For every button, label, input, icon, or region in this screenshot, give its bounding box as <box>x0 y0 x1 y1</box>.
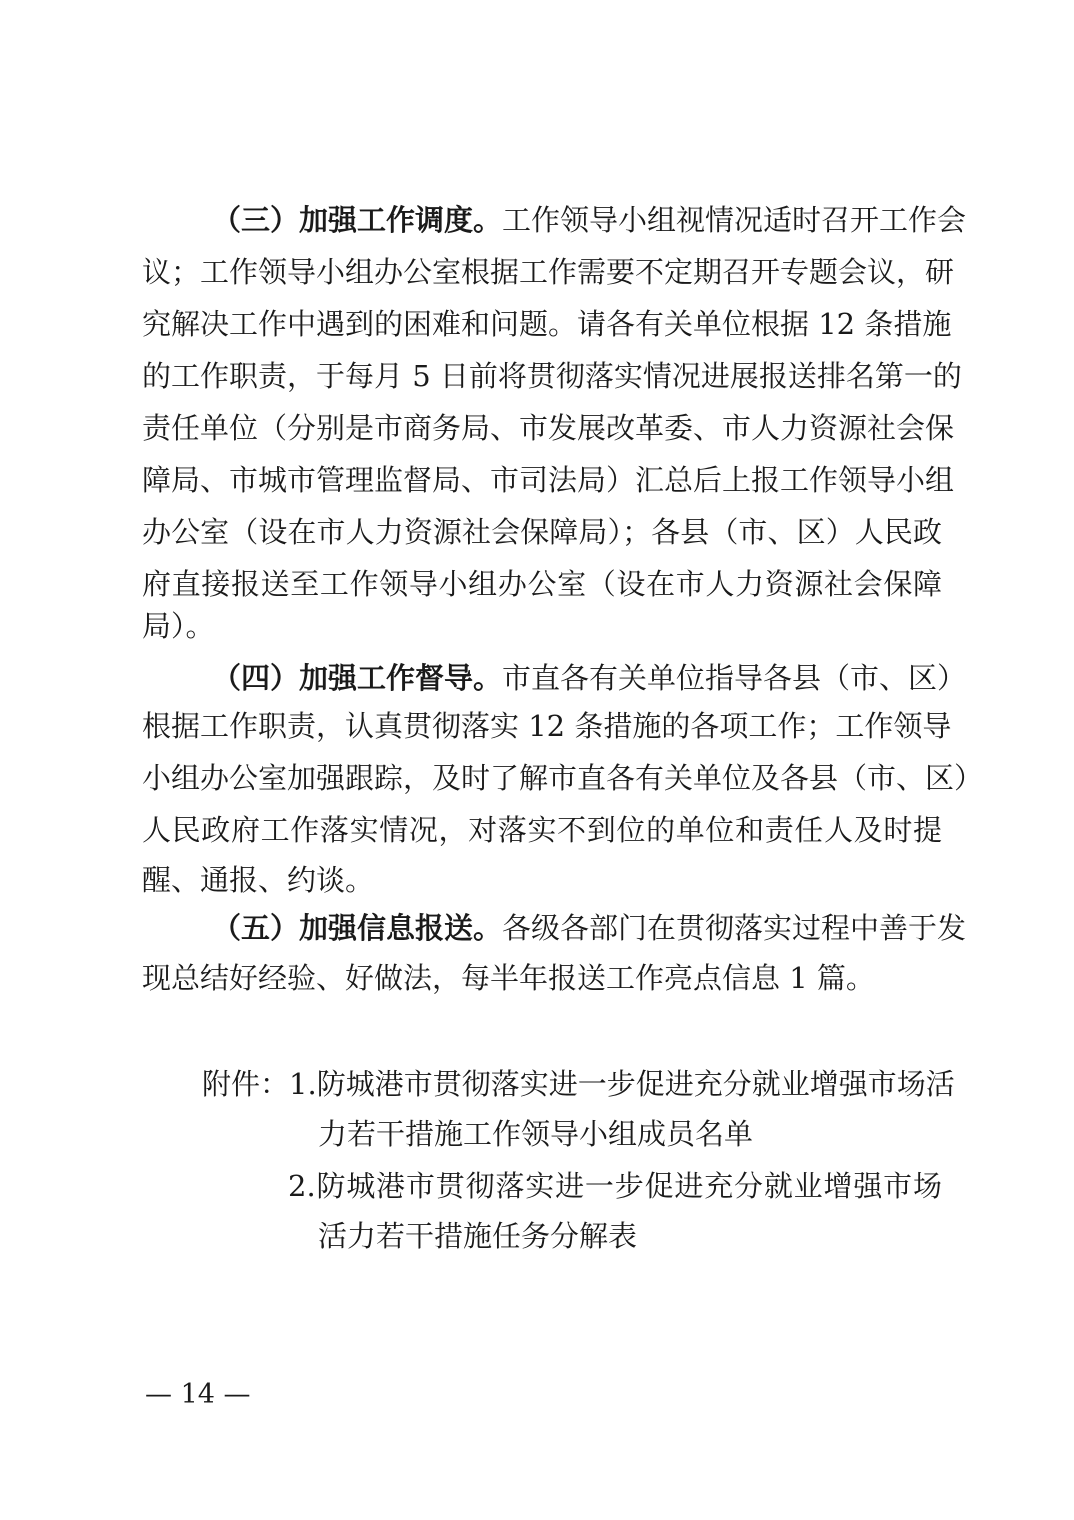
paragraph-4-line-5: 醒、通报、约谈。 <box>142 863 375 897</box>
attachment-2-title-start: 防城港市贯彻落实进一步促进充分就业增强市场 <box>315 1169 942 1203</box>
attachment-1-line-2: 力若干措施工作领导小组成员名单 <box>318 1117 754 1151</box>
attachment-2-number: 2. <box>288 1169 316 1203</box>
paragraph-3-line-8: 府直接报送至工作领导小组办公室（设在市人力资源社会保障 <box>142 567 942 601</box>
paragraph-4-line-4: 人民政府工作落实情况，对落实不到位的单位和责任人及时提 <box>142 813 942 847</box>
paragraph-4-line-2: 根据工作职责，认真贯彻落实 12 条措施的各项工作；工作领导 <box>142 709 952 743</box>
attachments-label: 附件： <box>202 1067 290 1101</box>
paragraph-4-text: 市直各有关单位指导各县（市、区） <box>502 661 967 695</box>
paragraph-3-lead: （三）加强工作调度。 <box>212 203 503 237</box>
paragraph-3-line-9: 局）。 <box>142 609 215 643</box>
attachment-2-line-2: 活力若干措施任务分解表 <box>318 1219 638 1253</box>
paragraph-5-line-2: 现总结好经验、好做法，每半年报送工作亮点信息 1 篇。 <box>142 961 875 995</box>
paragraph-3-line-5: 责任单位（分别是市商务局、市发展改革委、市人力资源社会保 <box>142 411 955 445</box>
paragraph-5-text: 各级各部门在贯彻落实过程中善于发 <box>502 911 967 945</box>
page-number: — 14 — <box>145 1379 251 1410</box>
paragraph-4-line-3: 小组办公室加强跟踪，及时了解市直各有关单位及各县（市、区） <box>142 761 984 795</box>
paragraph-3-line-1 <box>212 194 967 246</box>
attachment-1-line-1 <box>202 1058 955 1110</box>
paragraph-4-line-1 <box>212 652 967 704</box>
paragraph-3-line-4: 的工作职责，于每月 5 日前将贯彻落实情况进展报送排名第一的 <box>142 359 962 393</box>
attachment-2-line-1 <box>288 1160 942 1212</box>
paragraph-4-lead: （四）加强工作督导。 <box>212 661 503 695</box>
paragraph-3-line-3: 究解决工作中遇到的困难和问题。请各有关单位根据 12 条措施 <box>142 307 952 341</box>
paragraph-3-text: 工作领导小组视情况适时召开工作会 <box>502 203 967 237</box>
paragraph-5-line-1 <box>212 902 967 954</box>
paragraph-3-line-6: 障局、市城市管理监督局、市司法局）汇总后上报工作领导小组 <box>142 463 955 497</box>
attachment-1-title-start: 防城港市贯彻落实进一步促进充分就业增强市场活 <box>316 1067 955 1101</box>
paragraph-3-line-2: 议；工作领导小组办公室根据工作需要不定期召开专题会议，研 <box>142 255 955 289</box>
paragraph-5-lead: （五）加强信息报送。 <box>212 911 503 945</box>
paragraph-3-line-7: 办公室（设在市人力资源社会保障局）；各县（市、区）人民政 <box>142 515 942 549</box>
attachment-1-number: 1. <box>289 1067 317 1101</box>
